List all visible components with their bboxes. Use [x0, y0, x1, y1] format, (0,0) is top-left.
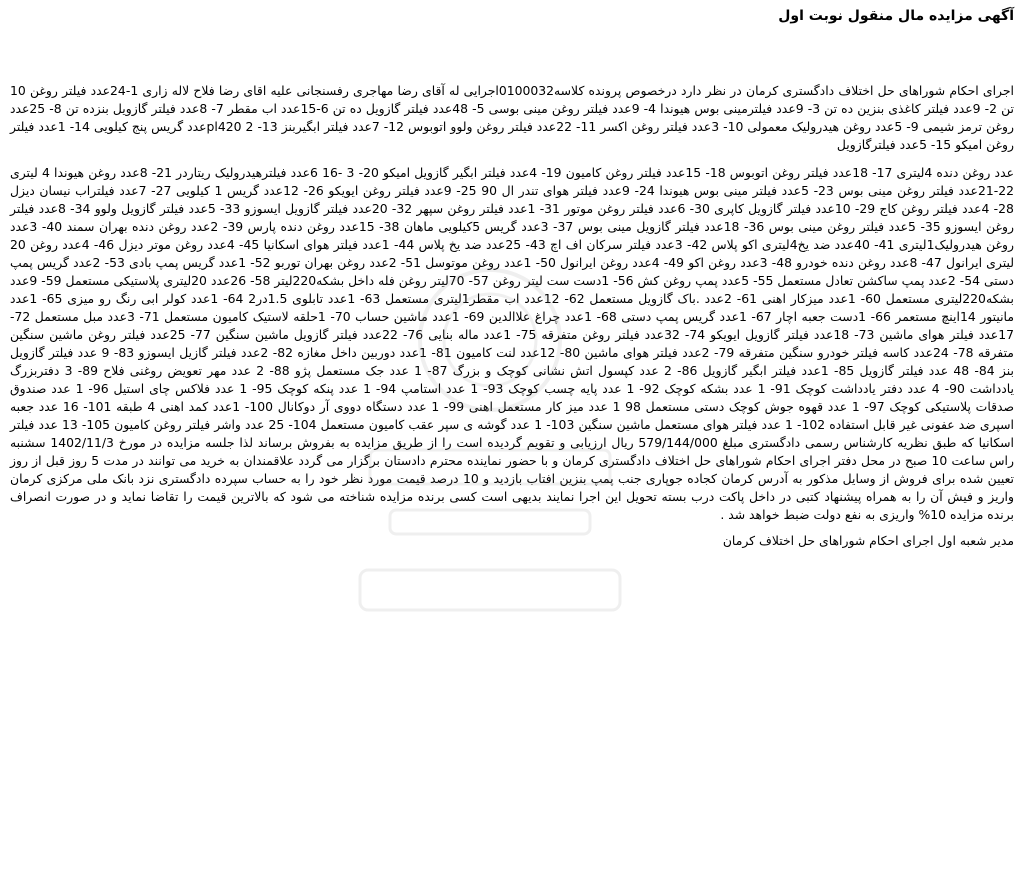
notice-intro-paragraph: اجرای احکام شوراهای حل اختلاف دادگستری کرمان در نظر دارد درخصوص پرونده کلاسه0100032اجرایی له آقای رضا مهاجری رفسنجانی علیه اقای رضا فلاح لاله زاری 1-24عدد فیلتر روغن 10 تن 2- 9عدد فیلتر کاغذی بنزین ده تن 3- 9عدد فیلترمینی بوس هیوندا 4- 9عدد فیلتر روغن مینی بوسی 5- 48عدد فیلتر گازویل ده تن 6-15عدد اب مقطر 7- 8عدد فیلتر گازویل بنزده تن 8- 25عدد روغن ترمز شیمی 9- 5عدد روغن هیدرولیک معمولی 10- 3عدد فیلتر روغن اکسر 11- 22عدد فیلتر روغن ولوو اتوبوس 12- 7عدد فیلتر ابگیربنز 13- pl420 2عدد گریس پنج کیلویی 14- 1عدد فیلتر روغن امیکو 15- 5عدد فیلترگازویل — [10, 83, 1014, 152]
notice-title: آگهی مزایده مال منقول نوبت اول — [778, 8, 1014, 24]
notice-items-paragraph: عدد روغن دنده 4لیتری 17- 18عدد فیلتر روغن اتوبوس 18- 15عدد فیلتر روغن کامیون 19- 4عدد فیلتر ابگیر گازویل امیکو 20- 3 -16 6عدد فیلترهیدرولیک ریتاردر 21- 8عدد روغن هیوندا 4 لیتری 22-21عدد فیلتر روغن مینی بوس 23- 5عدد فیلتر مینی بوس هیوندا 24- 9عدد فیلتر هوای تندر ال 90 25- 9عدد فیلتر روغن ایویکو 26- 12عدد گریس 1 کیلویی 27- 7عدد فیلتراب نیسان دیزل 28- 4عدد فیلتر روغن کاج 29- 10عدد فیلتر گازویل کاپری 30- 6عدد فیلتر روغن موتور 31- 1عدد فیلتر روغن سپهر 32- 20عدد فیلتر گازویل ایسوزو 33- 5عدد فیلتر گازویل ولوو 34- 8عدد فیلتر روغن ایسوزو 35- 5عدد فیلتر روغن مینی بوس 36- 18عدد فیلتر گازویل مینی بوس 37- 3عدد گریس 5کیلویی ماهان 38- 15عدد روغن دنده پارس 39- 2عدد روغن دنده بهران سمند 40- 3عدد روغن هیدرولیک1لیتری 41- 40عدد ضد یخ4لیتری اکو پلاس 42- 3عدد فیلتر سرکان اف اچ 43- 25عدد ضد یخ پلاس 44- 1عدد فیلتر هوای اسکانیا 45- 4عدد روغن موتر دیزل 46- 4عدد روغن 20 لیتری ایرانول 47- 8عدد روغن دنده خودرو 48- 3عدد روغن اکو 49- 4عدد روغن ایرانول 50- 1عدد روغن موتوسل 51- 2عدد روغن بهران توربو 52- 1عدد گریس پمپ بادی 53- 2عدد گریس پمپ دستی 54- 2عدد پمپ ساکشن تعادل مستعمل 55- 5عدد پمپ روغن کش 56- 1دست ست لیتر روغن 57- 70لیتر روغن فله داخل بشکه220لیتر 58- 26عدد 20لیتری پلاستیکی مستعمل 59- 9عدد بشکه220لیتری مستعمل 60- 1عدد میزکار اهنی 61- 2عدد .باک گازویل مستعمل 62- 12عدد اب مقطر1لیتری مستعمل 63- 1عدد تابلوی 1.5در2 64- 1عدد کولر ابی رنگ رو میزی 65- 1عدد مانیتور 14اینچ مستعمر 66- 1دست جعبه اچار 67- 1عدد گریس پمپ دستی 68- 1عدد چراغ علاالدین 69- 1عدد ماشین حساب 70- 1حلقه لاستیک کامیون مستعمل 71- 3عدد مبل مستعمل 72- 17عدد فیلتر هوای ماشین 73- 18عدد فیلتر گازویل ایویکو 74- 32عدد فیلتر روغن متفرقه 75- 1عدد ماله بنایی 76- 22عدد فیلتر گازویل ماشین سنگین 77- 25عدد فیلتر روغن ماشین سنگین متفرقه 78- 24عدد کاسه فیلتر خودرو سنگین متفرقه 79- 2عدد فیلتر هوای ماشین 80- 12عدد لنت کامیون 81- 1عدد دوربین داخل مغازه 82- 2عدد فیلتر گازیل ایسوزو 83- 9 عدد فیلتر گازویل بنز 84- 48 عدد فیلتر گازویل 85- 1عدد فیلتر ابگیر گازویل 86- 2 عدد کپسول اتش نشانی کوچک و بزرگ 87- 1 عدد جک مستعمل پژو 88- 2 عدد مهر تعویض روغنی فلاح 89- 3 دفتربزرگ یادداشت 90- 4 عدد دفتر یادداشت کوچک 91- 1 عدد بشکه کوچک 92- 1 عدد پایه چسب کوچک 93- 1 عدد استامپ 94- 1 عدد پنکه کوچک 95- 1 عدد فلاکس چای استیل 96- 1 عدد صندوق صدقات پلاستیکی کوچک 97- 1 عدد قهوه جوش کوچک دستی مستعمل 98 1 عدد میز کار مستعمل اهنی 99- 1 عدد دستگاه دووی آر دوکانال 100- 1عدد کمد اهنی 4 طبقه 101- 16 عدد جعبه اسپری ضد عفونی غیر قابل استفاده 102- 1 عدد فیلتر هوای مستعمل ماشین سنگین 103- 1 عدد گوشه ی سپر عقب کامیون مستعمل 104- 25 عدد واشر فیلتر روغن کامیون 105- 13 عدد فیلتر اسکانیا که طبق نظریه کارشناس رسمی دادگستری مبلغ 579/144/000 ریال ارزیابی و تقویم گردیده است را از طریق مزایده به بفروش برساند لذا جلسه مزایده در مورخ 1402/11/3 سشنبه راس ساعت 10 صبح در محل دفتر اجرای احکام شوراهای حل اختلاف دادگستری کرمان و با حضور نماینده محترم دادستان برگزار می گردد علاقمندان به خرید می توانند در مدت 5 روز قبل از روز تعیین شده برای فروش از وسایل مذکور به آدرس کرمان کجاده جوپاری جنب پمپ بنزین افتاب بازدید و 10 درصد قیمت مورد نظر خود را به حساب سپرده دادگستری نزد بانک ملی مرکزی کرمان واریز و فیش آن را به همراه پیشنهاد کتبی در داخل پاکت درب بسته تحویل این اجرا نمایند بدیهی است کسی برنده مزایده شناخته می شود که بالاترین قیمت را تقاضا نماید و در صورت انصراف برنده مزایده 10% واریزی به نفع دولت ضبط خواهد شد . — [10, 165, 1015, 522]
notice-signature: مدیر شعبه اول اجرای احکام شوراهای حل اختلاف کرمان — [722, 533, 1014, 548]
